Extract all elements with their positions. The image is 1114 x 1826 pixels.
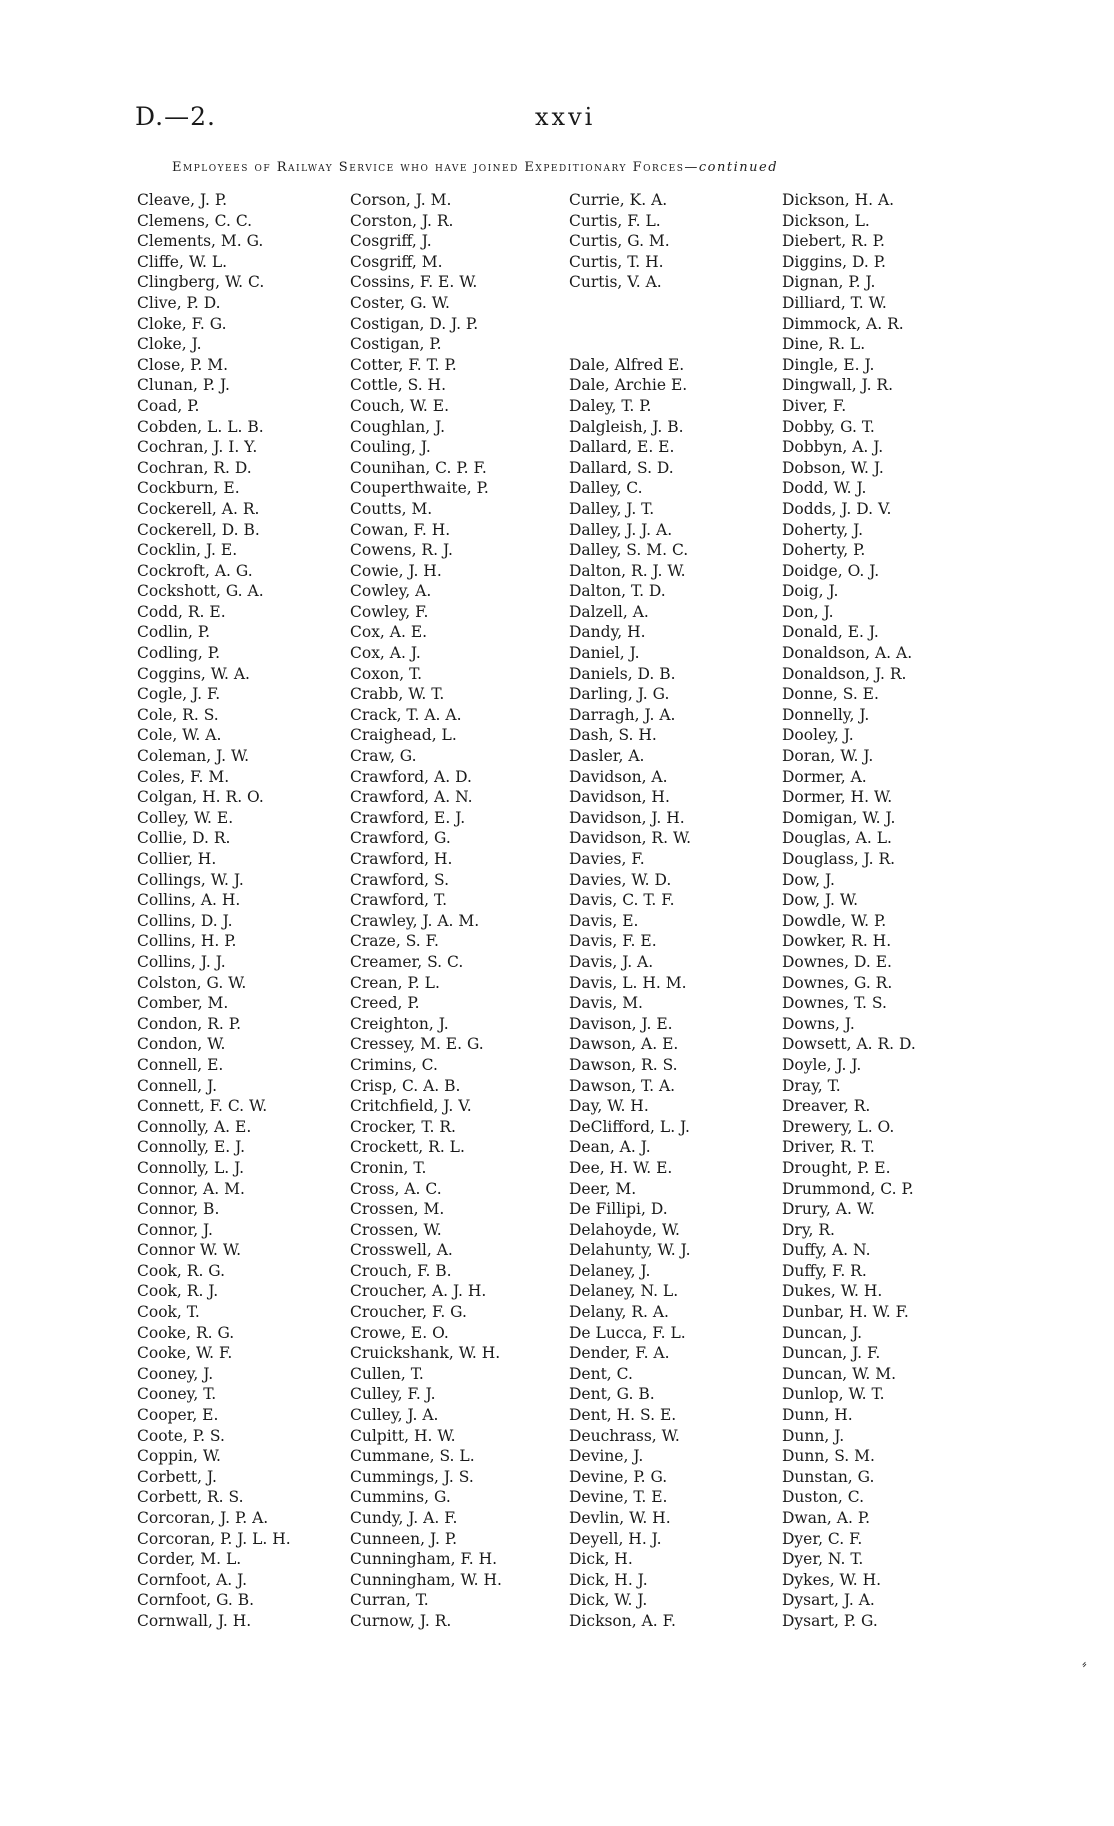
list-item: Cooney, T. — [137, 1385, 217, 1404]
list-item: Dalgleish, J. B. — [569, 417, 684, 436]
list-item: Clive, P. D. — [137, 293, 221, 312]
list-item: Crockett, R. L. — [350, 1138, 465, 1157]
list-item: Curnow, J. R. — [350, 1611, 452, 1630]
list-item: Codd, R. E. — [137, 602, 226, 621]
list-item: Dobbyn, A. J. — [782, 438, 884, 457]
list-item: Duston, C. — [782, 1488, 864, 1507]
list-item: Davis, M. — [569, 994, 643, 1013]
list-item: Davison, J. E. — [569, 1014, 673, 1033]
list-item: Corbett, J. — [137, 1467, 217, 1486]
list-item: Dodds, J. D. V. — [782, 499, 892, 518]
list-item: Cockroft, A. G. — [137, 561, 253, 580]
list-item: Cunningham, W. H. — [350, 1570, 502, 1589]
list-item: Dormer, A. — [782, 767, 867, 786]
list-item: Curtis, G. M. — [569, 232, 670, 251]
list-item: Donald, E. J. — [782, 623, 879, 642]
list-item: Devine, P. G. — [569, 1467, 668, 1486]
list-item: Dickson, A. F. — [569, 1611, 676, 1630]
list-item: Cox, A. J. — [350, 644, 421, 663]
list-item: Crawford, S. — [350, 870, 450, 889]
list-item: Davidson, R. W. — [569, 829, 692, 848]
list-item: Crossen, W. — [350, 1220, 442, 1239]
list-item: Crawford, E. J. — [350, 808, 466, 827]
list-item: Drummond, C. P. — [782, 1179, 914, 1198]
list-item: Dray, T. — [782, 1076, 841, 1095]
list-item: Crawford, H. — [350, 850, 453, 868]
list-item: Cunneen, J. P. — [350, 1529, 458, 1548]
list-item: Cowan, F. H. — [350, 520, 451, 539]
list-item: Daniel, J. — [569, 644, 640, 663]
list-item: Davidson, A. — [569, 767, 668, 786]
list-item: Dodd, W. J. — [782, 479, 867, 498]
list-item: Collins, D. J. — [137, 911, 233, 930]
list-item: Drought, P. E. — [782, 1158, 891, 1177]
list-item: Dent, G. B. — [569, 1385, 655, 1404]
list-item: Corson, J. M. — [350, 191, 452, 209]
list-item: Dean, A. J. — [569, 1138, 651, 1157]
list-item: Collier, H. — [137, 850, 217, 868]
name-list — [137, 190, 977, 1670]
list-item: Crouch, F. B. — [350, 1261, 452, 1280]
list-item: Craw, G. — [350, 747, 417, 766]
list-item: Cruickshank, W. H. — [350, 1344, 501, 1363]
list-item: Dawson, T. A. — [569, 1076, 676, 1095]
list-item: Collie, D. R. — [137, 829, 231, 848]
list-item: Connell, E. — [137, 1055, 224, 1074]
list-item: Crawford, G. — [350, 829, 451, 848]
list-item: Dry, R. — [782, 1220, 835, 1239]
name-column-1 — [137, 190, 337, 1632]
list-item: Costigan, D. J. P. — [350, 314, 479, 333]
list-item: Davis, J. A. — [569, 952, 654, 971]
list-item: Costigan, P. — [350, 335, 442, 354]
list-item: Duncan, W. M. — [782, 1364, 897, 1383]
list-item: Cole, W. A. — [137, 726, 222, 745]
list-item: Crisp, C. A. B. — [350, 1076, 461, 1095]
list-item: Creamer, S. C. — [350, 952, 464, 971]
list-item: Duncan, J. — [782, 1323, 863, 1342]
list-item: Currie, K. A. — [569, 191, 668, 209]
list-item: Dingwall, J. R. — [782, 376, 894, 395]
list-item: Craze, S. F. — [350, 932, 439, 951]
list-item: Close, P. M. — [137, 355, 229, 374]
list-item: Drury, A. W. — [782, 1200, 875, 1219]
list-item: Comber, M. — [137, 994, 229, 1013]
list-item: Davies, W. D. — [569, 870, 672, 889]
list-item: Davis, F. E. — [569, 932, 657, 951]
list-item: Dysart, J. A. — [782, 1591, 875, 1610]
list-item: Cook, R. G. — [137, 1261, 226, 1280]
list-item: Connell, J. — [137, 1076, 218, 1095]
list-item: Donaldson, A. A. — [782, 644, 913, 663]
list-item: Dunn, J. — [782, 1426, 845, 1445]
list-item: Coppin, W. — [137, 1447, 221, 1466]
list-item: Dykes, W. H. — [782, 1570, 882, 1589]
list-item: Cosgriff, M. — [350, 252, 443, 271]
list-item: Cotter, F. T. P. — [350, 355, 457, 374]
list-item: Corder, M. L. — [137, 1550, 242, 1569]
list-item: Collins, J. J. — [137, 952, 226, 971]
list-item: Dilliard, T. W. — [782, 293, 887, 312]
list-item: Dowker, R. H. — [782, 932, 892, 951]
list-item: Crawford, T. — [350, 891, 448, 910]
list-item: Codlin, P. — [137, 623, 211, 642]
list-item: Culpitt, H. W. — [350, 1426, 456, 1445]
list-item: Cronin, T. — [350, 1158, 427, 1177]
list-item: Dobson, W. J. — [782, 458, 884, 477]
list-item: Craighead, L. — [350, 726, 457, 745]
list-item: Connolly, E. J. — [137, 1138, 246, 1157]
list-item: Delaney, N. L. — [569, 1282, 679, 1301]
list-item: Cooke, W. F. — [137, 1344, 233, 1363]
list-item: Connett, F. C. W. — [137, 1097, 268, 1116]
list-item: Dale, Archie E. — [569, 376, 688, 395]
list-item: Corbett, R. S. — [137, 1488, 244, 1507]
page-number: xxvi — [535, 103, 596, 131]
list-item: Cliffe, W. L. — [137, 252, 228, 271]
list-item: Delaney, J. — [569, 1261, 651, 1280]
list-item: Dowsett, A. R. D. — [782, 1035, 916, 1054]
list-item: Cloke, J. — [137, 335, 202, 354]
list-item: Dalley, J. T. — [569, 499, 655, 518]
list-item: Colgan, H. R. O. — [137, 788, 264, 807]
list-item: Dow, J. W. — [782, 891, 859, 910]
list-item: Couling, J. — [350, 438, 431, 457]
list-item: Culley, J. A. — [350, 1406, 439, 1425]
list-item: Doherty, P. — [782, 541, 866, 560]
list-item: Dent, C. — [569, 1364, 633, 1383]
list-item — [569, 293, 769, 314]
list-item: Dow, J. — [782, 870, 835, 889]
list-item: Don, J. — [782, 602, 834, 621]
list-item: Cobden, L. L. B. — [137, 417, 264, 436]
list-item: Culley, F. J. — [350, 1385, 436, 1404]
list-item: Coleman, J. W. — [137, 747, 250, 766]
list-item: Couch, W. E. — [350, 396, 450, 415]
list-item: Colley, W. E. — [137, 808, 234, 827]
list-item: Crawley, J. A. M. — [350, 911, 480, 930]
page-reference: D.—2. — [135, 102, 216, 131]
list-item: Dormer, H. W. — [782, 788, 893, 807]
list-item: Croucher, F. G. — [350, 1303, 467, 1322]
margin-mark: ⸗ — [1079, 1655, 1090, 1673]
list-item: Deyell, H. J. — [569, 1529, 662, 1548]
list-item: Clingberg, W. C. — [137, 273, 265, 292]
list-item: Cooney, J. — [137, 1364, 214, 1383]
list-item: Cowley, A. — [350, 582, 432, 601]
list-item: Duncan, J. F. — [782, 1344, 881, 1363]
list-item: Coster, G. W. — [350, 293, 450, 312]
list-item: Curtis, V. A. — [569, 273, 662, 292]
list-item: Cooke, R. G. — [137, 1323, 235, 1342]
list-item: Doig, J. — [782, 582, 839, 601]
list-item: Dandy, H. — [569, 623, 646, 642]
list-item: Davis, E. — [569, 911, 639, 930]
list-item: Cockshott, G. A. — [137, 582, 264, 601]
list-item: Codling, P. — [137, 644, 221, 663]
list-item: Day, W. H. — [569, 1097, 649, 1116]
list-item: Dent, H. S. E. — [569, 1406, 677, 1425]
list-item: Dallard, S. D. — [569, 458, 674, 477]
list-item: Cooper, E. — [137, 1406, 219, 1425]
list-item: Dawson, A. E. — [569, 1035, 679, 1054]
name-column-2 — [350, 190, 550, 1632]
list-item: Downes, T. S. — [782, 994, 887, 1013]
list-item: Curran, T. — [350, 1591, 429, 1610]
list-item: Cottle, S. H. — [350, 376, 446, 395]
list-item: Connor W. W. — [137, 1241, 242, 1260]
list-item: Delany, R. A. — [569, 1303, 669, 1322]
list-item: Cowie, J. H. — [350, 561, 442, 580]
list-item: Connolly, A. E. — [137, 1117, 252, 1136]
list-item: Cochran, R. D. — [137, 458, 252, 477]
list-item: Doidge, O. J. — [782, 561, 880, 580]
list-item: Cornfoot, G. B. — [137, 1591, 255, 1610]
list-item: Crossen, M. — [350, 1200, 445, 1219]
list-item: Dreaver, R. — [782, 1097, 871, 1116]
list-item: Corcoran, P. J. L. H. — [137, 1529, 291, 1548]
list-item: Dunn, H. — [782, 1406, 853, 1425]
list-item: Downes, G. R. — [782, 973, 893, 992]
list-item: Dowdle, W. P. — [782, 911, 887, 930]
list-item: Dyer, N. T. — [782, 1550, 864, 1569]
list-item: Cressey, M. E. G. — [350, 1035, 484, 1054]
list-item: Cummings, J. S. — [350, 1467, 474, 1486]
list-item: Downes, D. E. — [782, 952, 892, 971]
list-item: Crawford, A. D. — [350, 767, 472, 786]
list-item: Critchfield, J. V. — [350, 1097, 472, 1116]
list-item: Dender, F. A. — [569, 1344, 670, 1363]
list-item: Crimins, C. — [350, 1055, 438, 1074]
list-item: Devine, J. — [569, 1447, 644, 1466]
list-item: Dalley, C. — [569, 479, 643, 498]
list-item: Coad, P. — [137, 396, 200, 415]
list-item: Connor, B. — [137, 1200, 220, 1219]
list-item: Crack, T. A. A. — [350, 705, 462, 724]
list-item: Dine, R. L. — [782, 335, 866, 354]
list-item: Douglas, A. L. — [782, 829, 892, 848]
list-item: Collins, H. P. — [137, 932, 237, 951]
list-item: Corcoran, J. P. A. — [137, 1509, 269, 1527]
list-item: Cornwall, J. H. — [137, 1611, 252, 1630]
list-item: Dobby, G. T. — [782, 417, 875, 436]
list-item: Dash, S. H. — [569, 726, 657, 745]
list-item: Clements, M. G. — [137, 232, 264, 251]
list-item: Daley, T. P. — [569, 396, 652, 415]
list-item: Cole, R. S. — [137, 705, 219, 724]
list-item: Dunlop, W. T. — [782, 1385, 885, 1404]
list-item: Delahunty, W. J. — [569, 1241, 691, 1260]
list-item: Clemens, C. C. — [137, 211, 253, 230]
list-item: Coutts, M. — [350, 499, 433, 518]
list-item: Cook, R. J. — [137, 1282, 219, 1301]
list-item: Devine, T. E. — [569, 1488, 668, 1507]
list-item: Dooley, J. — [782, 726, 854, 745]
list-item: Cummane, S. L. — [350, 1447, 475, 1466]
list-item: Darragh, J. A. — [569, 705, 676, 724]
list-item: Dysart, P. G. — [782, 1611, 878, 1630]
list-item: Crosswell, A. — [350, 1241, 453, 1260]
list-item: Cullen, T. — [350, 1364, 424, 1383]
name-column-3 — [569, 190, 769, 1632]
name-column-4 — [782, 190, 982, 1632]
list-item: Driver, R. T. — [782, 1138, 875, 1157]
list-item: Coughlan, J. — [350, 417, 446, 436]
list-item: Cornfoot, A. J. — [137, 1570, 248, 1589]
list-item: Croucher, A. J. H. — [350, 1282, 487, 1301]
list-item: Cockerell, D. B. — [137, 520, 260, 539]
list-item: Davis, L. H. M. — [569, 973, 687, 992]
list-item: Collings, W. J. — [137, 870, 244, 889]
list-item: Creed, P. — [350, 994, 420, 1013]
list-item: Cochran, J. I. Y. — [137, 438, 258, 457]
list-item: Colston, G. W. — [137, 973, 247, 992]
list-item: Clunan, P. J. — [137, 376, 230, 395]
list-item: Doyle, J. J. — [782, 1055, 862, 1074]
list-item: Cox, A. E. — [350, 623, 428, 642]
list-item: Davidson, J. H. — [569, 808, 685, 827]
heading-title: Employees of Railway Service who have joined Expeditionary Forces — [172, 160, 685, 175]
list-item: Duffy, A. N. — [782, 1241, 871, 1260]
list-item: Dwan, A. P. — [782, 1509, 871, 1527]
list-item: Davidson, H. — [569, 788, 670, 807]
list-item: Connor, A. M. — [137, 1179, 245, 1198]
list-item: Dalzell, A. — [569, 602, 649, 621]
list-item: DeClifford, L. J. — [569, 1117, 690, 1136]
list-item: Connolly, L. J. — [137, 1158, 245, 1177]
list-item: Donnelly, J. — [782, 705, 870, 724]
list-item: Diebert, R. P. — [782, 232, 885, 251]
list-item: Diver, F. — [782, 396, 847, 415]
list-item: Cundy, J. A. F. — [350, 1509, 458, 1527]
list-item: Delahoyde, W. — [569, 1220, 680, 1239]
list-item: Coote, P. S. — [137, 1426, 225, 1445]
list-item: Crawford, A. N. — [350, 788, 473, 807]
list-item: Daniels, D. B. — [569, 664, 676, 683]
list-item: Doherty, J. — [782, 520, 864, 539]
heading-continued: —continued — [684, 160, 779, 175]
list-item: Donne, S. E. — [782, 685, 879, 704]
list-item: Crean, P. L. — [350, 973, 440, 992]
list-item: Cunningham, F. H. — [350, 1550, 498, 1569]
list-item: Counihan, C. P. F. — [350, 458, 487, 477]
list-item: Cook, T. — [137, 1303, 200, 1322]
list-item: De Fillipi, D. — [569, 1200, 668, 1219]
list-item — [569, 334, 769, 355]
list-item: Coggins, W. A. — [137, 664, 250, 683]
list-item: Cross, A. C. — [350, 1179, 442, 1198]
list-item: Cleave, J. P. — [137, 191, 228, 209]
list-item: Davis, C. T. F. — [569, 891, 675, 910]
list-item: Dick, W. J. — [569, 1591, 648, 1610]
list-item: Dyer, C. F. — [782, 1529, 863, 1548]
list-item: Darling, J. G. — [569, 685, 670, 704]
list-item: Downs, J. — [782, 1014, 855, 1033]
list-item: Curtis, F. L. — [569, 211, 661, 230]
list-item: Davies, F. — [569, 850, 645, 868]
list-item: Curtis, T. H. — [569, 252, 664, 271]
list-item: Dukes, W. H. — [782, 1282, 883, 1301]
list-item: Crabb, W. T. — [350, 685, 445, 704]
list-item: Cowley, F. — [350, 602, 429, 621]
list-item: Devlin, W. H. — [569, 1509, 671, 1527]
list-item: Deuchrass, W. — [569, 1426, 680, 1445]
list-item: Cockerell, A. R. — [137, 499, 260, 518]
list-item: Dignan, P. J. — [782, 273, 876, 292]
list-item: Cocklin, J. E. — [137, 541, 238, 560]
list-item: Creighton, J. — [350, 1014, 449, 1033]
list-item: Dick, H. — [569, 1550, 633, 1569]
list-item: Dasler, A. — [569, 747, 645, 766]
page-heading — [172, 160, 972, 175]
list-item — [569, 314, 769, 335]
list-item: Drewery, L. O. — [782, 1117, 895, 1136]
list-item: Cogle, J. F. — [137, 685, 221, 704]
list-item: Crowe, E. O. — [350, 1323, 449, 1342]
list-item: Cockburn, E. — [137, 479, 240, 498]
list-item: Dunbar, H. W. F. — [782, 1303, 909, 1322]
list-item: Connor, J. — [137, 1220, 213, 1239]
list-item: Dunn, S. M. — [782, 1447, 875, 1466]
list-item: Dalton, R. J. W. — [569, 561, 686, 580]
list-item: Doran, W. J. — [782, 747, 874, 766]
list-item: De Lucca, F. L. — [569, 1323, 686, 1342]
list-item: Condon, W. — [137, 1035, 226, 1054]
list-item: Coles, F. M. — [137, 767, 230, 786]
list-item: Cloke, F. G. — [137, 314, 227, 333]
list-item: Domigan, W. J. — [782, 808, 896, 827]
list-item: Couperthwaite, P. — [350, 479, 489, 498]
list-item: Duffy, F. R. — [782, 1261, 867, 1280]
list-item: Collins, A. H. — [137, 891, 241, 910]
list-item: Dallard, E. E. — [569, 438, 675, 457]
list-item: Cummins, G. — [350, 1488, 451, 1507]
list-item: Dick, H. J. — [569, 1570, 648, 1589]
list-item: Dunstan, G. — [782, 1467, 875, 1486]
list-item: Cosgriff, J. — [350, 232, 432, 251]
list-item: Dalley, S. M. C. — [569, 541, 689, 560]
list-item: Crocker, T. R. — [350, 1117, 456, 1136]
list-item: Dawson, R. S. — [569, 1055, 678, 1074]
list-item: Dale, Alfred E. — [569, 355, 685, 374]
list-item: Cossins, F. E. W. — [350, 273, 478, 292]
list-item: Dee, H. W. E. — [569, 1158, 673, 1177]
list-item: Deer, M. — [569, 1179, 637, 1198]
list-item: Coxon, T. — [350, 664, 423, 683]
list-item: Dalton, T. D. — [569, 582, 666, 601]
list-item: Donaldson, J. R. — [782, 664, 907, 683]
list-item: Condon, R. P. — [137, 1014, 242, 1033]
list-item: Cowens, R. J. — [350, 541, 453, 560]
list-item: Dickson, H. A. — [782, 191, 895, 209]
list-item: Dalley, J. J. A. — [569, 520, 673, 539]
list-item: Dingle, E. J. — [782, 355, 875, 374]
list-item: Diggins, D. P. — [782, 252, 886, 271]
list-item: Dimmock, A. R. — [782, 314, 904, 333]
list-item: Dickson, L. — [782, 211, 870, 230]
list-item: Corston, J. R. — [350, 211, 454, 230]
list-item: Douglass, J. R. — [782, 850, 896, 868]
